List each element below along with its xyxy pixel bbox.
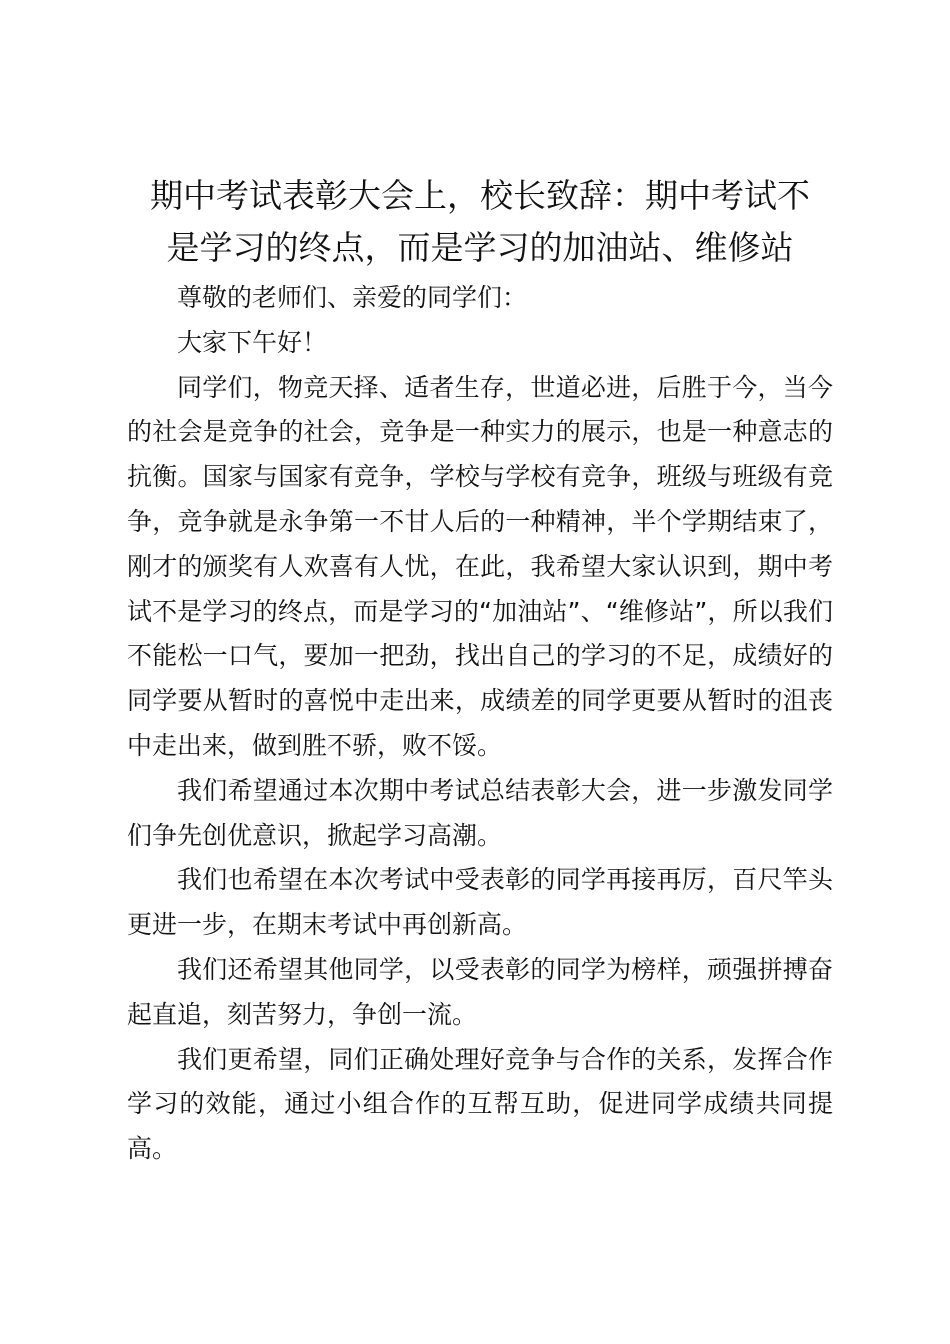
document-title-line-2: 是学习的终点，而是学习的加油站、维修站 — [166, 228, 794, 267]
document-title — [120, 170, 840, 274]
body-paragraph: 我们更希望，同们正确处理好竞争与合作的关系，发挥合作学习的效能，通过小组合作的互帮互助，促进同学成绩共同提高。 — [127, 1044, 833, 1164]
document-title-line-1: 期中考试表彰大会上，校长致辞：期中考试不 — [150, 176, 810, 215]
body-paragraph: 我们还希望其他同学，以受表彰的同学为榜样，顽强拼搏奋起直追，刻苦努力，争创一流。 — [127, 954, 833, 1029]
body-paragraph: 我们也希望在本次考试中受表彰的同学再接再厉，百尺竿头更进一步，在期末考试中再创新高。 — [127, 865, 833, 940]
greeting: 大家下午好！ — [177, 327, 328, 357]
body-paragraph: 同学们，物竞天择、适者生存，世道必进，后胜于今，当今的社会是竞争的社会，竞争是一种实力的展示，也是一种意志的抗衡。国家与国家有竞争，学校与学校有竞争，班级与班级有竞争，竞争就是永争第一不甘人后的一种精神，半个学期结束了，刚才的颁奖有人欢喜有人忧，在此，我希望大家认识到，期中考试不是学习的终点，而是学习的“加油站”、“维修站”，所以我们不能松一口气，要加一把劲，找出自己的学习的不足，成绩好的同学要从暂时的喜悦中走出来，成绩差的同学更要从暂时的沮丧中走出来，做到胜不骄，败不馁。 — [127, 372, 833, 760]
salutation: 尊敬的老师们、亲爱的同学们： — [177, 283, 528, 312]
body-paragraph: 我们希望通过本次期中考试总结表彰大会，进一步激发同学们争先创优意识，掀起学习高潮。 — [127, 775, 833, 850]
document-body — [127, 276, 833, 1172]
